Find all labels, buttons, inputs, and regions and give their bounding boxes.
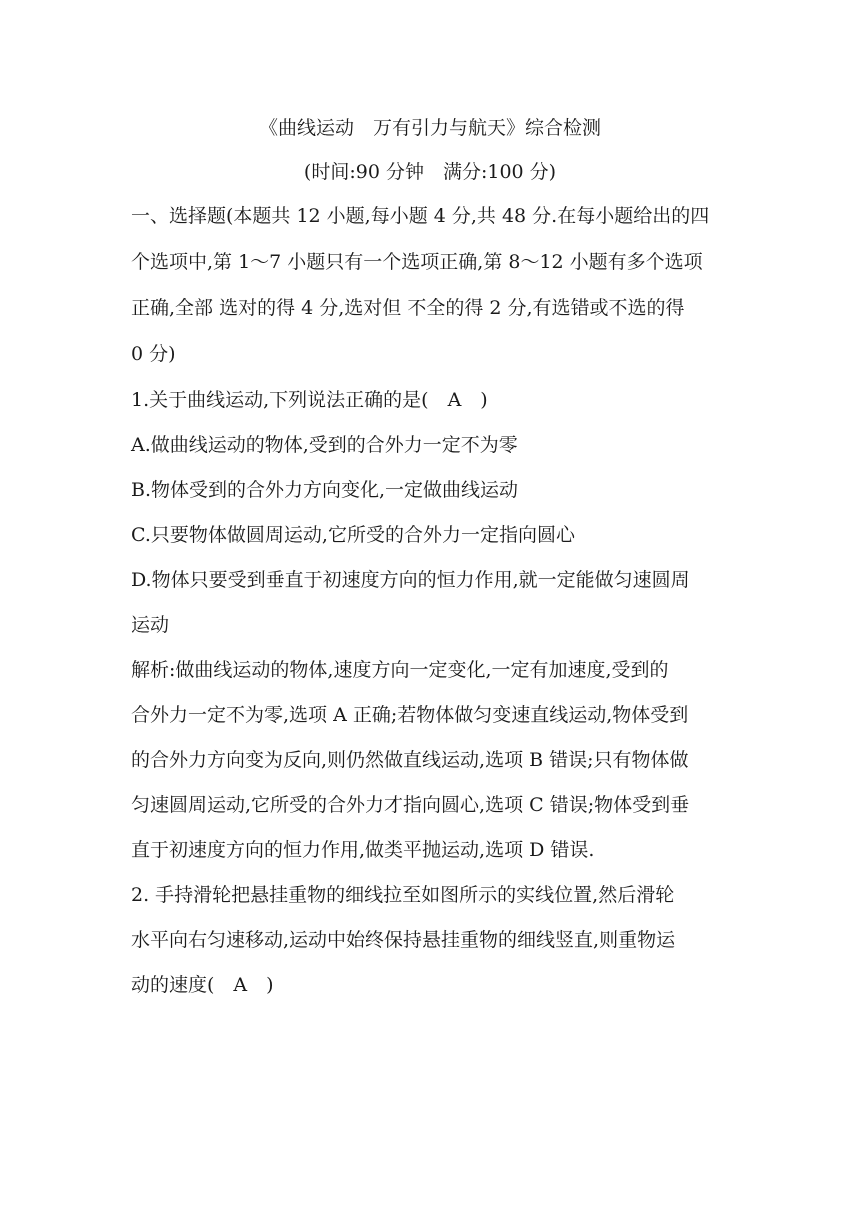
question-2-stem-line: 动的速度( A )	[131, 974, 274, 996]
question-1-option-a: A.做曲线运动的物体,受到的合外力一定不为零	[131, 434, 518, 456]
question-1-analysis-line: 合外力一定不为零,选项 A 正确;若物体做匀变速直线运动,物体受到	[131, 704, 689, 726]
section-instruction-line: 个选项中,第 1～7 小题只有一个选项正确,第 8～12 小题有多个选项	[131, 251, 703, 273]
question-1-option-d: D.物体只要受到垂直于初速度方向的恒力作用,就一定能做匀速圆周	[131, 569, 690, 591]
question-1-option-c: C.只要物体做圆周运动,它所受的合外力一定指向圆心	[131, 524, 575, 546]
section-instruction-line: 0 分)	[131, 343, 176, 365]
question-1-option-d-cont: 运动	[131, 614, 170, 636]
section-instruction-line: 正确,全部 选对的得 4 分,选对但 不全的得 2 分,有选错或不选的得	[131, 297, 685, 319]
document-title: 《曲线运动 万有引力与航天》综合检测	[258, 117, 601, 139]
question-1-option-b: B.物体受到的合外力方向变化,一定做曲线运动	[131, 479, 519, 501]
question-2-stem-line: 2. 手持滑轮把悬挂重物的细线拉至如图所示的实线位置,然后滑轮	[131, 884, 675, 906]
question-1-analysis-line: 的合外力方向变为反向,则仍然做直线运动,选项 B 错误;只有物体做	[131, 749, 689, 771]
question-1-stem: 1.关于曲线运动,下列说法正确的是( A )	[131, 389, 488, 411]
question-1-analysis-line: 匀速圆周运动,它所受的合外力才指向圆心,选项 C 错误;物体受到垂	[131, 794, 690, 816]
section-instruction-line: 一、选择题(本题共 12 小题,每小题 4 分,共 48 分.在每小题给出的四	[131, 205, 710, 227]
question-1-analysis-line: 解析:做曲线运动的物体,速度方向一定变化,一定有加速度,受到的	[131, 659, 669, 681]
question-2-stem-line: 水平向右匀速移动,运动中始终保持悬挂重物的细线竖直,则重物运	[131, 929, 676, 951]
document-subtitle: (时间:90 分钟 满分:100 分)	[303, 161, 557, 183]
question-1-analysis-line: 直于初速度方向的恒力作用,做类平抛运动,选项 D 错误.	[131, 839, 595, 861]
